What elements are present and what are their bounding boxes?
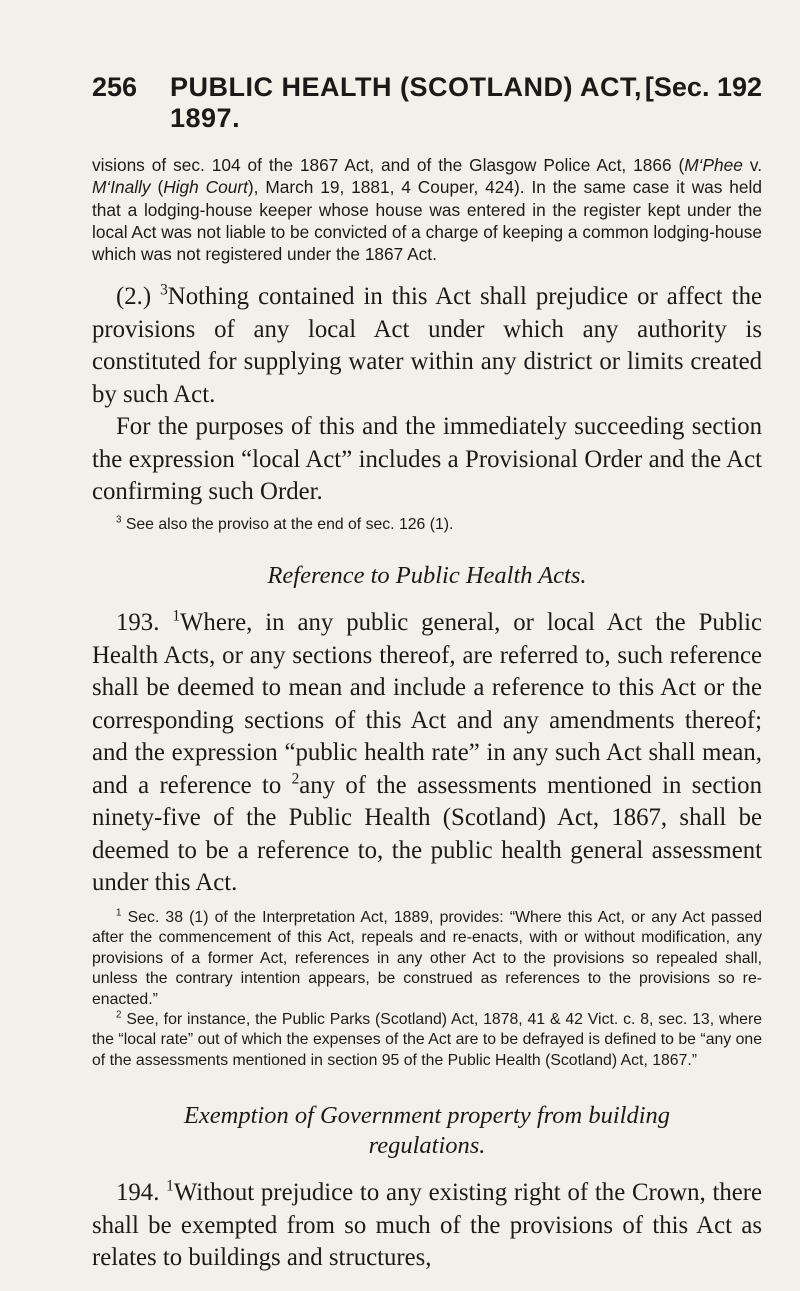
paren-open: (	[150, 177, 164, 198]
footnote-1	[92, 908, 762, 1010]
running-section: [Sec. 192	[644, 72, 762, 102]
footnote-3	[92, 515, 762, 535]
footnote-text: Sec. 38 (1) of the Interpretation Act, 1889, provides: “Where this Act, or any Act passed after the commencement of this Act, repeals and re-enacts, with or without modification, any provisions of a former Act, references in any other Act to the provisions so repealed shall, unless the contrary intention appears, be construed as references to the provisions so re-enacted.”	[92, 908, 762, 1008]
intro-text-1: visions of sec. 104 of the 1867 Act, and of the Glasgow Police Act, 1866 (	[92, 155, 685, 175]
intro-paragraph	[92, 154, 762, 265]
footnote-2	[92, 1010, 762, 1071]
case-party-a: M‘Phee	[684, 155, 743, 175]
sec194-paragraph	[92, 1177, 762, 1275]
page-number: 256	[92, 72, 138, 102]
footnote-mark: 3	[116, 514, 122, 526]
section-number: 194.	[116, 1179, 167, 1207]
subsection-lead: (2.)	[116, 283, 161, 311]
section-text: Where, in any public general, or local Act the Public Health Acts, or any sections thereof, are referred to, such reference shall be deemed to mean and include a reference to this Act or the corresponding sections of this Act and any amendments thereof; and the expression “public health rate” in any such Act shall mean, and a reference to	[92, 609, 762, 799]
court-name: High Court	[163, 177, 248, 198]
sec193-paragraph	[92, 607, 762, 900]
running-title: PUBLIC HEALTH (SCOTLAND) ACT, 1897.	[170, 72, 642, 133]
case-party-b: M‘Inally	[92, 177, 151, 198]
case-versus: v.	[742, 155, 762, 175]
footnote-ref: 1	[166, 1177, 174, 1195]
subsection-text: Nothing contained in this Act shall prejudice or affect the provisions of any local Act under which any authority is constituted for supplying water within any district or limits created by such Act.	[92, 283, 762, 408]
footnote-ref: 2	[291, 770, 300, 788]
section-heading-194: Exemption of Government property from building regulations.	[183, 1102, 671, 1160]
intro-text-2: ), March 19, 1881, 4 Couper, 424). In the same case it was held that a lodging-house keeper whose house was entered in the register kept under the local Act was not liable to be convicted of a charge of keeping a common lodging-house which was not registered under the 1867 Act.	[92, 177, 762, 265]
footnote-text: See, for instance, the Public Parks (Scotland) Act, 1878, 41 & 42 Vict. c. 8, sec. 13, where the “local rate” out of which the expenses of the Act are to be defrayed is defined to be “any one of the assessments mentioned in section 95 of the Public Health (Scotland) Act, 1867.”	[92, 1010, 762, 1069]
footnote-mark: 2	[116, 1009, 122, 1021]
footnote-mark: 1	[116, 907, 122, 919]
section-text: any of the assessments mentioned in section ninety-five of the Public Health (Scotland) Act, 1867, shall be deemed to be a reference to, the public health general assessment under this Act.	[92, 771, 762, 897]
footnote-text: See also the proviso at the end of sec. 126 (1).	[121, 515, 454, 533]
section-text: Without prejudice to any existing right of the Crown, there shall be exempted from so much of the provisions of this Act as relates to buildings and structures,	[92, 1179, 763, 1272]
section-number: 193.	[116, 609, 173, 637]
footnote-ref: 3	[160, 282, 168, 300]
sec192-definition-paragraph: For the purposes of this and the immediately succeeding section the expression “local Act” includes a Provisional Order and the Act confirming such Order.	[92, 413, 762, 506]
running-header	[92, 72, 762, 134]
section-heading-193: Reference to Public Health Acts.	[267, 562, 587, 590]
sec192-subsection-2	[92, 281, 762, 411]
footnote-ref: 1	[172, 608, 181, 626]
